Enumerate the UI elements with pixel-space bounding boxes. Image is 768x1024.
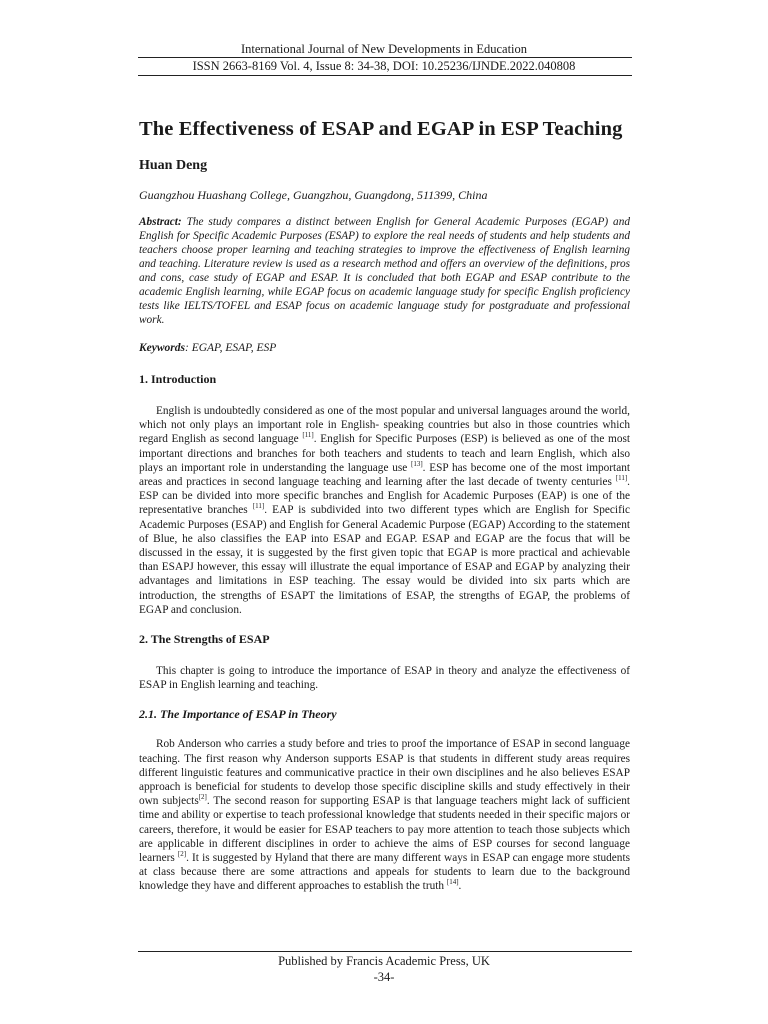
citation: [11] [302, 431, 314, 440]
subsection21-paragraph [139, 737, 630, 893]
keywords [139, 341, 630, 355]
keywords-label: Keywords [139, 342, 185, 354]
citation: [14] [446, 878, 459, 887]
keywords-text: : EGAP, ESAP, ESP [185, 342, 277, 354]
citation: [13] [411, 460, 423, 469]
text-run: . English for Specific Purposes (ESP) is believed as one of the most important directions and branches for both teachers and students to teach and learn English, which also plays an important role in understanding the language use [139, 433, 630, 474]
introduction-paragraph [139, 404, 630, 617]
subsection-heading-importance-of-esap: 2.1. The Importance of ESAP in Theory [139, 707, 337, 722]
section-heading-strengths-of-esap: 2. The Strengths of ESAP [139, 632, 270, 647]
text-run: Rob Anderson who carries a study before and tries to proof the importance of ESAP in second language teaching. The first reason why Anderson supports ESAP is that students in different study areas requires different linguistic features and communicative practice in their own disciplines and he also believes ESAP approach is beneficial for students to develop those specific discipline skills and study effectively in their own subjects [139, 738, 630, 808]
citation: [11] [252, 502, 265, 511]
citation: [2] [177, 850, 187, 859]
author-name: Huan Deng [139, 158, 208, 173]
section2-paragraph: This chapter is going to introduce the importance of ESAP in theory and analyze the effectiveness of ESAP in English learning and teaching. [139, 665, 630, 692]
text-run: . ESP can be divided into more specific branches and English for Academic Purposes (EAP) is one of the representative branches [139, 476, 630, 517]
citation: [11] [615, 474, 628, 483]
author-affiliation: Guangzhou Huashang College, Guangzhou, Guangdong, 511399, China [139, 188, 488, 202]
abstract-label: Abstract: [139, 216, 182, 228]
footer-rule [138, 951, 632, 952]
abstract [139, 215, 630, 327]
section-heading-introduction: 1. Introduction [139, 372, 217, 386]
text-run: English is undoubtedly considered as one of the most popular and universal languages around the world, which not only plays an important role in English- speaking countries but also in those countries which regard English as second language [139, 405, 630, 446]
paper-title: The Effectiveness of ESAP and EGAP in ESP Teaching [139, 118, 623, 140]
header-rule-top [138, 57, 632, 58]
text-run: . [458, 880, 462, 893]
text-run: . ESP has become one of the most important areas and practices in second language teaching and learning after the last decade of twenty centuries [139, 461, 630, 489]
text-run: . EAP is subdivided into two different types which are English for Specific Academic Purposes (ESAP) and English for General Academic Purpose (EGAP) According to the statement of Blue, he also classifies the EAP into ESAP and EGAP. ESAP and EGAP are the focus that will be discussed in the essay, it is suggested by the first given topic that EGAP is more practical and achievable than ESAPJ however, this essay will illustrate the equal importance of ESAP and EGAP by analyzing their advantages and limitations in ESP teaching. The essay would be divided into six parts which are introduction, the strengths of ESAPT the limitations of ESAP, the strengths of EGAP, the problems of EGAP and conclusion. [139, 504, 630, 616]
citation: [2] [198, 793, 207, 802]
journal-name: International Journal of New Developments in Education [240, 42, 528, 56]
text-run: . The second reason for supporting ESAP is that language teachers might lack of sufficient time and ability or expertise to teach professional knowledge that students needed in their specific majors or careers, therefore, it would be easier for ESAP teachers to pay more attention to teach those subjects which are applicable in different disciplines in order to achieve the aims of ESP courses for second language learners [139, 795, 630, 865]
abstract-text: The study compares a distinct between English for General Academic Purposes (EGAP) and English for Specific Academic Purposes (ESAP) to explore the real needs of students and help students and teachers choose proper learning and teaching strategies to improve the effectiveness of English learning and teaching. Literature review is used as a research method and offers an overview of the definitions, pros and cons, case study of EGAP and ESAP. It is concluded that both EGAP and ESAP contribute to the academic English learning, while EGAP focus on academic language study for specific English proficiency tests like IELTS/TOFEL and ESAP focus on academic language study for postgraduate and professional work. [139, 216, 630, 326]
page-number: -34- [373, 970, 395, 984]
publisher-line: Published by Francis Academic Press, UK [278, 954, 490, 968]
issn-line: ISSN 2663-8169 Vol. 4, Issue 8: 34-38, DOI: 10.25236/IJNDE.2022.040808 [192, 59, 576, 73]
header-rule-bottom [138, 75, 632, 76]
text-run: . It is suggested by Hyland that there are many different ways in ESAP can engage more students at class because there are some attractions and appeals for students to learn due to the background knowledge they have and different approaches to establish the truth [139, 852, 630, 893]
paper-body [139, 116, 630, 909]
